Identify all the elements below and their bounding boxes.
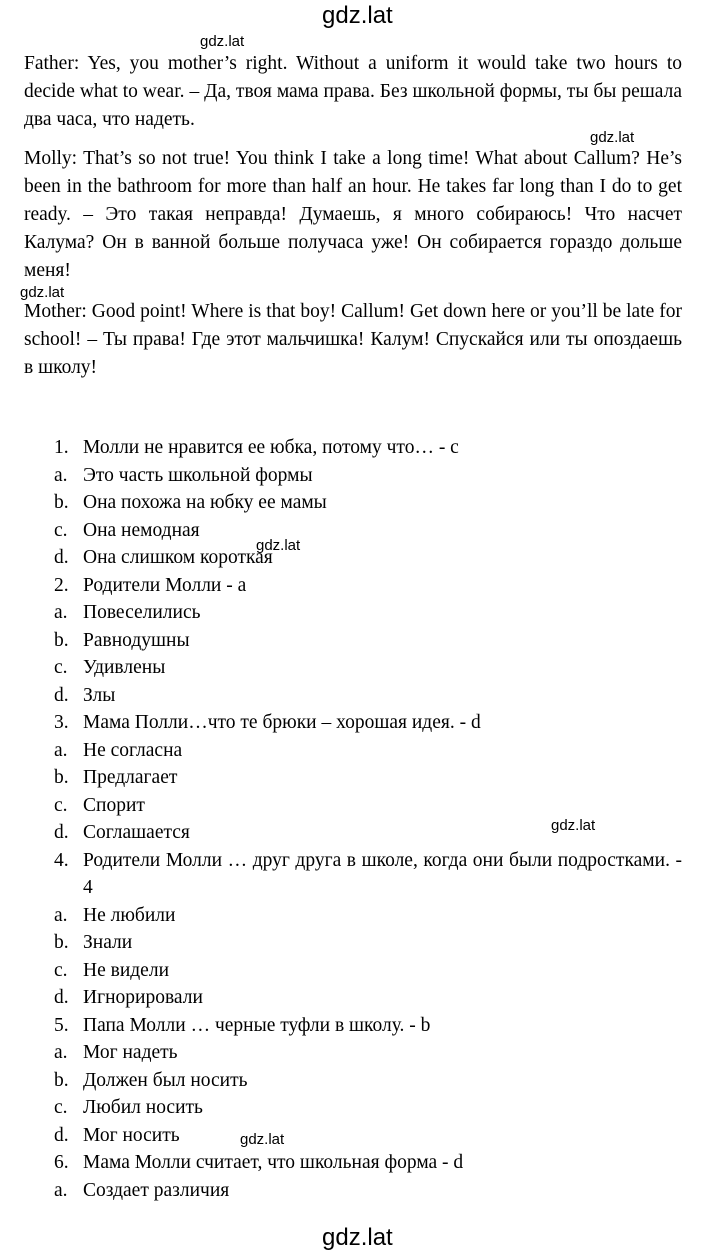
overlay-watermark: gdz.lat <box>256 537 301 554</box>
list-marker: a. <box>54 1179 68 1201</box>
dialogue-mother: Mother: Good point! Where is that boy! Callum! Get down here or you’ll be late for school! – Ты права! Где этот мальчишка! Калум! Спускайся или ты опоздаешь в школу! <box>24 301 682 378</box>
list-item <box>54 489 682 517</box>
list-item <box>54 434 682 462</box>
list-text: Спорит <box>83 794 145 816</box>
list-item <box>54 1177 682 1205</box>
list-item <box>54 572 682 600</box>
list-marker: a. <box>54 602 68 623</box>
list-item <box>54 929 682 957</box>
dialogue-father: Father: Yes, you mother’s right. Without a uniform it would take two hours to decide what to wear. – Да, твоя мама права. Без школьной формы, ты бы решала два часа, что надеть. <box>24 53 682 130</box>
list-marker: d. <box>54 547 69 568</box>
list-marker: c. <box>54 1097 68 1118</box>
list-marker: 2. <box>54 574 69 596</box>
list-marker: d. <box>54 1124 69 1146</box>
list-text: Она слишком короткая <box>83 547 273 568</box>
overlay-watermark: gdz.lat <box>20 284 65 301</box>
list-marker: c. <box>54 959 68 981</box>
list-item <box>54 792 682 820</box>
list-text: Мог надеть <box>83 1042 178 1063</box>
list-item <box>54 1149 682 1177</box>
list-item <box>54 764 682 792</box>
list-text: Она немодная <box>83 519 200 541</box>
list-text: Удивлены <box>83 657 166 678</box>
list-marker: b. <box>54 1069 69 1091</box>
list-item <box>54 462 682 490</box>
list-text: Знали <box>83 932 133 953</box>
list-item <box>54 902 682 930</box>
list-text: Соглашается <box>83 822 190 843</box>
footer-watermark: gdz.lat <box>322 1224 393 1251</box>
overlay-watermark: gdz.lat <box>551 817 596 834</box>
list-text: Игнорировали <box>83 987 203 1008</box>
list-marker: b. <box>54 629 69 651</box>
list-item <box>54 957 682 985</box>
list-marker: d. <box>54 684 69 706</box>
list-item <box>54 737 682 765</box>
list-marker: a. <box>54 1042 68 1063</box>
list-item <box>54 599 682 627</box>
list-text: Любил носить <box>83 1097 203 1118</box>
list-item <box>54 517 682 545</box>
list-text: Папа Молли … черные туфли в школу. - b <box>83 1014 431 1036</box>
list-marker: 5. <box>54 1014 69 1036</box>
list-marker: b. <box>54 492 69 513</box>
list-marker: 3. <box>54 712 69 733</box>
list-text: Злы <box>83 684 116 706</box>
list-item <box>54 1067 682 1095</box>
list-marker: c. <box>54 519 68 541</box>
list-text: Предлагает <box>83 767 178 788</box>
dialogue-molly: Molly: That’s so not true! You think I take a long time! What about Callum? He’s been in the bathroom for more than half an hour. He takes far long than I do to get ready. – Это такая неправда! Думаешь, я много собираюсь! Что насчет Калума? Он в ванной больше получаса уже! Он собирается гораздо дольше меня! <box>24 148 682 281</box>
list-text: Это часть школьной формы <box>83 464 313 486</box>
list-text: Она похожа на юбку ее мамы <box>83 492 327 513</box>
list-item <box>54 1122 682 1150</box>
list-marker: 6. <box>54 1152 69 1173</box>
list-text: Не согласна <box>83 739 183 761</box>
list-text: Мама Молли считает, что школьная форма - d <box>83 1152 464 1173</box>
list-item <box>54 984 682 1012</box>
list-marker: d. <box>54 822 69 843</box>
list-marker: d. <box>54 987 69 1008</box>
overlay-watermark: gdz.lat <box>240 1131 285 1148</box>
list-item <box>54 1012 682 1040</box>
list-text: Мог носить <box>83 1124 180 1146</box>
overlay-watermark: gdz.lat <box>200 33 245 50</box>
list-marker: 4. <box>54 849 69 871</box>
list-marker: a. <box>54 464 68 486</box>
list-item <box>54 709 682 737</box>
header-watermark: gdz.lat <box>322 2 393 29</box>
list-text: Не любили <box>83 904 176 926</box>
list-item <box>54 682 682 710</box>
list-marker: a. <box>54 739 68 761</box>
list-item <box>54 654 682 682</box>
overlay-watermark: gdz.lat <box>590 129 635 146</box>
list-marker: c. <box>54 794 68 816</box>
list-text: Равнодушны <box>83 629 190 651</box>
list-marker: 1. <box>54 437 69 458</box>
list-item <box>54 544 682 572</box>
list-text: Молли не нравится ее юбка, потому что… - c <box>83 437 459 458</box>
list-marker: c. <box>54 657 68 678</box>
list-text: Родители Молли … друг друга в школе, когда они были подростками. - 4 <box>83 849 682 898</box>
list-text: Должен был носить <box>83 1069 248 1091</box>
list-marker: b. <box>54 932 69 953</box>
list-item <box>54 1039 682 1067</box>
list-marker: b. <box>54 767 69 788</box>
list-marker: a. <box>54 904 68 926</box>
list-text: Мама Полли…что те брюки – хорошая идея. - d <box>83 712 481 733</box>
list-item <box>54 1094 682 1122</box>
list-text: Родители Молли - a <box>83 574 247 596</box>
list-item <box>54 627 682 655</box>
list-item <box>54 847 682 902</box>
list-text: Создает различия <box>83 1179 230 1201</box>
list-text: Повеселились <box>83 602 201 623</box>
list-text: Не видели <box>83 959 169 981</box>
